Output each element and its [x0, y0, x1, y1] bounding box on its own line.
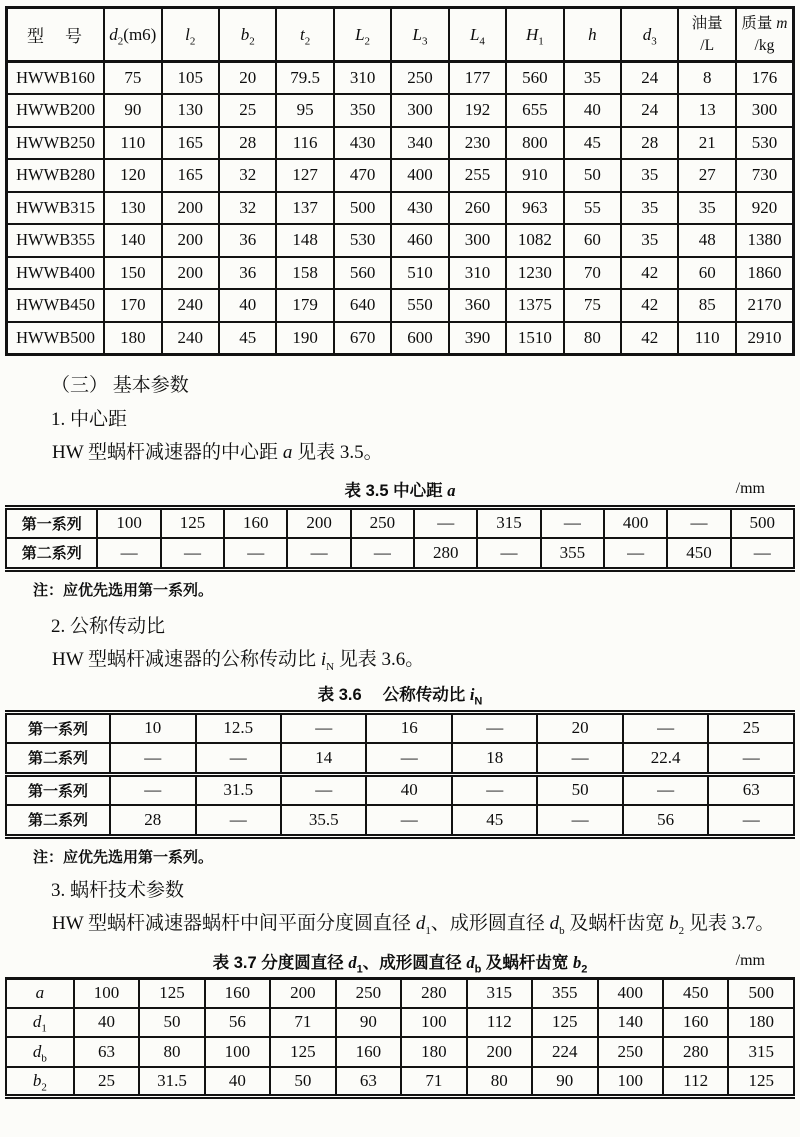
- table-cell: 31.5: [196, 774, 281, 805]
- table-cell: 45: [219, 322, 276, 355]
- table-cell: 63: [708, 774, 794, 805]
- table-cell: 310: [449, 257, 506, 290]
- table-row: [7, 94, 794, 127]
- row-label: 第二系列: [6, 743, 110, 774]
- table-cell: 400: [391, 159, 448, 192]
- row-label: HWWB315: [7, 192, 105, 225]
- table-cell: 2910: [736, 322, 794, 355]
- table-cell: —: [97, 538, 160, 569]
- table-cell: 24: [621, 62, 678, 95]
- table-cell: 63: [336, 1067, 401, 1097]
- column-header: 质量 m /kg: [736, 8, 794, 62]
- table-cell: 130: [162, 94, 219, 127]
- table-cell: —: [161, 538, 224, 569]
- table-cell: 28: [219, 127, 276, 160]
- row-label: 第一系列: [6, 507, 97, 538]
- table-cell: 90: [104, 94, 161, 127]
- table37-unit: /mm: [735, 951, 765, 969]
- table-cell: 50: [270, 1067, 335, 1097]
- table-cell: 16: [366, 712, 451, 743]
- table-cell: 150: [104, 257, 161, 290]
- table-cell: 1510: [506, 322, 563, 355]
- item1-heading: 1. 中心距: [51, 408, 128, 430]
- table-cell: 230: [449, 127, 506, 160]
- table-cell: 300: [449, 224, 506, 257]
- table-cell: 165: [162, 159, 219, 192]
- table-cell: 79.5: [276, 62, 333, 95]
- table-cell: —: [414, 507, 477, 538]
- table-cell: —: [537, 805, 622, 836]
- table-cell: 55: [564, 192, 621, 225]
- table-cell: 655: [506, 94, 563, 127]
- table-cell: —: [196, 805, 281, 836]
- table-cell: 1082: [506, 224, 563, 257]
- table-cell: 112: [663, 1067, 728, 1097]
- table-cell: 40: [205, 1067, 270, 1097]
- table-cell: 137: [276, 192, 333, 225]
- table-cell: 40: [219, 289, 276, 322]
- table-cell: —: [110, 743, 195, 774]
- table35-caption: 表 3.5 中心距 a: [344, 480, 456, 500]
- table-row: [6, 507, 794, 538]
- table-cell: 125: [161, 507, 224, 538]
- table-cell: 530: [334, 224, 391, 257]
- row-label: HWWB400: [7, 257, 105, 290]
- table-row: [6, 538, 794, 569]
- table-cell: 71: [401, 1067, 466, 1097]
- table-cell: 240: [162, 322, 219, 355]
- table-cell: 80: [139, 1037, 204, 1067]
- row-label: 第一系列: [6, 774, 110, 805]
- table-cell: 100: [74, 978, 139, 1008]
- table-cell: —: [667, 507, 730, 538]
- table-cell: 70: [564, 257, 621, 290]
- reducer-dimensions-table: [5, 6, 795, 356]
- table-cell: 42: [621, 322, 678, 355]
- table-cell: 12.5: [196, 712, 281, 743]
- table-cell: —: [281, 774, 366, 805]
- table-cell: 85: [678, 289, 735, 322]
- table-row: [6, 1067, 794, 1097]
- column-header: $d_3$: [621, 8, 678, 62]
- table-cell: 8: [678, 62, 735, 95]
- table-cell: 255: [449, 159, 506, 192]
- table-cell: —: [541, 507, 604, 538]
- table-cell: 550: [391, 289, 448, 322]
- table-cell: 75: [564, 289, 621, 322]
- table-cell: 18: [452, 743, 537, 774]
- table-cell: 430: [334, 127, 391, 160]
- table-cell: 48: [678, 224, 735, 257]
- row-label: HWWB355: [7, 224, 105, 257]
- column-header: 型 号: [7, 8, 105, 62]
- table-cell: —: [708, 805, 794, 836]
- table-row: [7, 322, 794, 355]
- row-label: a: [6, 978, 74, 1008]
- table-cell: 24: [621, 94, 678, 127]
- table35-note: 注：应优先选用第一系列。: [33, 581, 214, 599]
- table-cell: 27: [678, 159, 735, 192]
- table-row: [7, 159, 794, 192]
- table-cell: 280: [401, 978, 466, 1008]
- table-cell: 125: [532, 1008, 597, 1038]
- table-cell: —: [224, 538, 287, 569]
- table-cell: 130: [104, 192, 161, 225]
- table-row: [6, 743, 794, 774]
- table-body: [7, 62, 794, 355]
- table-cell: 280: [663, 1037, 728, 1067]
- table-cell: 35: [678, 192, 735, 225]
- table-cell: 315: [477, 507, 540, 538]
- table-cell: 250: [598, 1037, 663, 1067]
- table-cell: 125: [728, 1067, 794, 1097]
- table-cell: 50: [537, 774, 622, 805]
- column-header: $t_2$: [276, 8, 333, 62]
- item1-paragraph: HW 型蜗杆减速器的中心距 a 见表 3.5。: [52, 441, 383, 463]
- table-cell: 20: [219, 62, 276, 95]
- table-cell: 2170: [736, 289, 794, 322]
- table-cell: 180: [104, 322, 161, 355]
- table-cell: —: [452, 774, 537, 805]
- column-header: $L_2$: [334, 8, 391, 62]
- table-cell: 200: [270, 978, 335, 1008]
- table-cell: 120: [104, 159, 161, 192]
- table-cell: 460: [391, 224, 448, 257]
- worm-parameters-table: [5, 977, 795, 1099]
- table-cell: 310: [334, 62, 391, 95]
- row-label: HWWB450: [7, 289, 105, 322]
- table-cell: 105: [162, 62, 219, 95]
- table35-caption-row: [5, 479, 795, 503]
- table-cell: 240: [162, 289, 219, 322]
- table-cell: 177: [449, 62, 506, 95]
- table-cell: 190: [276, 322, 333, 355]
- table-cell: 260: [449, 192, 506, 225]
- table-row: [7, 62, 794, 95]
- table-cell: 500: [334, 192, 391, 225]
- table-cell: 176: [736, 62, 794, 95]
- table-cell: 160: [224, 507, 287, 538]
- table-cell: —: [196, 743, 281, 774]
- table-cell: 112: [467, 1008, 532, 1038]
- table-cell: 179: [276, 289, 333, 322]
- row-label: 第二系列: [6, 805, 110, 836]
- table-cell: 280: [414, 538, 477, 569]
- table-cell: 71: [270, 1008, 335, 1038]
- table-cell: 56: [623, 805, 708, 836]
- column-header: h: [564, 8, 621, 62]
- table-cell: —: [623, 774, 708, 805]
- table-cell: 75: [104, 62, 161, 95]
- table-cell: 160: [336, 1037, 401, 1067]
- table-cell: 116: [276, 127, 333, 160]
- table-body: [6, 978, 794, 1096]
- table36-note: 注：应优先选用第一系列。: [33, 848, 214, 866]
- table-cell: 200: [162, 224, 219, 257]
- table-cell: —: [110, 774, 195, 805]
- table-row: [6, 1008, 794, 1038]
- table-cell: 560: [506, 62, 563, 95]
- table-cell: 32: [219, 159, 276, 192]
- table-cell: —: [731, 538, 794, 569]
- table-cell: 920: [736, 192, 794, 225]
- table-cell: 90: [532, 1067, 597, 1097]
- row-label: HWWB250: [7, 127, 105, 160]
- table35-unit: /mm: [735, 479, 765, 497]
- table-cell: 140: [598, 1008, 663, 1038]
- table-cell: 125: [139, 978, 204, 1008]
- header-row: [7, 8, 794, 62]
- table-cell: 250: [391, 62, 448, 95]
- table-cell: —: [452, 712, 537, 743]
- table-cell: 95: [276, 94, 333, 127]
- table36-caption: 表 3.6 公称传动比 $i_N$: [317, 684, 483, 707]
- table-cell: 200: [287, 507, 350, 538]
- table-cell: 160: [663, 1008, 728, 1038]
- table-cell: 170: [104, 289, 161, 322]
- table-cell: 450: [663, 978, 728, 1008]
- table-cell: 80: [564, 322, 621, 355]
- row-label: HWWB200: [7, 94, 105, 127]
- item3-paragraph: HW 型蜗杆减速器蜗杆中间平面分度圆直径 $d_1$、成形圆直径 $d_b$ 及蜗杆齿宽 $b_2$ 见表 3.7。: [52, 912, 775, 937]
- table-cell: 13: [678, 94, 735, 127]
- row-label: 第一系列: [6, 712, 110, 743]
- column-header: $l_2$: [162, 8, 219, 62]
- table-cell: 80: [467, 1067, 532, 1097]
- table-cell: 45: [564, 127, 621, 160]
- table-cell: 390: [449, 322, 506, 355]
- column-header: $H_1$: [506, 8, 563, 62]
- transmission-ratio-table: [5, 710, 795, 839]
- table-cell: 530: [736, 127, 794, 160]
- table-row: [6, 774, 794, 805]
- table-cell: 224: [532, 1037, 597, 1067]
- table-cell: 10: [110, 712, 195, 743]
- table-row: [6, 805, 794, 836]
- table-cell: 430: [391, 192, 448, 225]
- table-cell: 360: [449, 289, 506, 322]
- table-cell: 510: [391, 257, 448, 290]
- table-cell: 500: [728, 978, 794, 1008]
- table-cell: 250: [351, 507, 414, 538]
- table-cell: 355: [541, 538, 604, 569]
- table-cell: 110: [104, 127, 161, 160]
- table-cell: 21: [678, 127, 735, 160]
- table-row: [6, 712, 794, 743]
- table-cell: 730: [736, 159, 794, 192]
- table-row: [7, 127, 794, 160]
- table-cell: 20: [537, 712, 622, 743]
- table-cell: 400: [598, 978, 663, 1008]
- table-cell: 42: [621, 289, 678, 322]
- table-cell: 42: [621, 257, 678, 290]
- column-header: $L_4$: [449, 8, 506, 62]
- table-cell: 800: [506, 127, 563, 160]
- table-cell: —: [281, 712, 366, 743]
- table-cell: 28: [110, 805, 195, 836]
- table-cell: 300: [736, 94, 794, 127]
- table-cell: 315: [467, 978, 532, 1008]
- table-cell: —: [604, 538, 667, 569]
- table-cell: 45: [452, 805, 537, 836]
- table-cell: —: [708, 743, 794, 774]
- table-cell: 192: [449, 94, 506, 127]
- table-cell: 25: [708, 712, 794, 743]
- table-body: [6, 712, 794, 836]
- table-cell: 470: [334, 159, 391, 192]
- table-cell: 180: [728, 1008, 794, 1038]
- table-cell: 158: [276, 257, 333, 290]
- table-cell: 640: [334, 289, 391, 322]
- item3-heading: 3. 蜗杆技术参数: [51, 879, 185, 901]
- table-cell: 35: [621, 224, 678, 257]
- table-row: [7, 289, 794, 322]
- column-header: 油量 /L: [678, 8, 735, 62]
- center-distance-table: [5, 505, 795, 572]
- table37-caption: 表 3.7 分度圆直径 $d_1$、成形圆直径 $d_b$ 及蜗杆齿宽 $b_2$: [212, 952, 588, 975]
- table-cell: 450: [667, 538, 730, 569]
- table-cell: 910: [506, 159, 563, 192]
- table-cell: 1380: [736, 224, 794, 257]
- row-label: $b_2$: [6, 1067, 74, 1097]
- row-label: $d_b$: [6, 1037, 74, 1067]
- table-cell: 670: [334, 322, 391, 355]
- table37-caption-row: [5, 951, 795, 975]
- table-cell: 60: [564, 224, 621, 257]
- column-header: $d_2(m6)$: [104, 8, 161, 62]
- table-cell: 40: [366, 774, 451, 805]
- section-heading: （三） 基本参数: [51, 374, 189, 396]
- table-cell: 50: [139, 1008, 204, 1038]
- table-cell: 35: [621, 159, 678, 192]
- table-cell: 963: [506, 192, 563, 225]
- table-cell: 148: [276, 224, 333, 257]
- table-cell: 400: [604, 507, 667, 538]
- table-cell: 25: [219, 94, 276, 127]
- table-cell: 110: [678, 322, 735, 355]
- table-cell: —: [537, 743, 622, 774]
- table-cell: 125: [270, 1037, 335, 1067]
- table-cell: 200: [162, 257, 219, 290]
- table-cell: 100: [97, 507, 160, 538]
- row-label: HWWB160: [7, 62, 105, 95]
- table-cell: 32: [219, 192, 276, 225]
- table-cell: 56: [205, 1008, 270, 1038]
- table-cell: 1375: [506, 289, 563, 322]
- table-cell: 50: [564, 159, 621, 192]
- row-label: HWWB500: [7, 322, 105, 355]
- table-cell: 315: [728, 1037, 794, 1067]
- table-cell: 200: [162, 192, 219, 225]
- table-cell: 140: [104, 224, 161, 257]
- table-cell: 600: [391, 322, 448, 355]
- table-body: [6, 507, 794, 569]
- table-cell: —: [477, 538, 540, 569]
- table-cell: 250: [336, 978, 401, 1008]
- row-label: $d_1$: [6, 1008, 74, 1038]
- column-header: $b_2$: [219, 8, 276, 62]
- table-cell: 100: [598, 1067, 663, 1097]
- table-cell: 180: [401, 1037, 466, 1067]
- table-cell: 35: [564, 62, 621, 95]
- item2-heading: 2. 公称传动比: [51, 615, 166, 637]
- table-cell: 35.5: [281, 805, 366, 836]
- table-cell: 200: [467, 1037, 532, 1067]
- table-header: [7, 8, 794, 62]
- table-cell: 40: [74, 1008, 139, 1038]
- table-row: [7, 192, 794, 225]
- table36-caption-row: [5, 683, 795, 707]
- row-label: HWWB280: [7, 159, 105, 192]
- table-cell: —: [287, 538, 350, 569]
- table-row: [6, 978, 794, 1008]
- table-cell: 165: [162, 127, 219, 160]
- table-cell: 100: [401, 1008, 466, 1038]
- table-cell: 25: [74, 1067, 139, 1097]
- table-cell: 14: [281, 743, 366, 774]
- table-row: [7, 224, 794, 257]
- table-cell: 31.5: [139, 1067, 204, 1097]
- table-cell: 60: [678, 257, 735, 290]
- table-cell: 36: [219, 257, 276, 290]
- table-cell: 1860: [736, 257, 794, 290]
- table-cell: 1230: [506, 257, 563, 290]
- table-cell: 36: [219, 224, 276, 257]
- table-cell: 340: [391, 127, 448, 160]
- table-cell: 40: [564, 94, 621, 127]
- table-cell: 350: [334, 94, 391, 127]
- table-cell: 127: [276, 159, 333, 192]
- table-cell: —: [351, 538, 414, 569]
- table-cell: 500: [731, 507, 794, 538]
- table-row: [7, 257, 794, 290]
- table-cell: —: [366, 805, 451, 836]
- table-cell: 300: [391, 94, 448, 127]
- table-cell: 22.4: [623, 743, 708, 774]
- table-cell: 90: [336, 1008, 401, 1038]
- table-cell: —: [366, 743, 451, 774]
- table-cell: 560: [334, 257, 391, 290]
- table-cell: 100: [205, 1037, 270, 1067]
- item2-paragraph: HW 型蜗杆减速器的公称传动比 $i_N$ 见表 3.6。: [52, 648, 425, 673]
- table-cell: 160: [205, 978, 270, 1008]
- table-cell: 355: [532, 978, 597, 1008]
- table-cell: 63: [74, 1037, 139, 1067]
- table-cell: —: [623, 712, 708, 743]
- table-cell: 35: [621, 192, 678, 225]
- column-header: $L_3$: [391, 8, 448, 62]
- table-row: [6, 1037, 794, 1067]
- row-label: 第二系列: [6, 538, 97, 569]
- table-cell: 28: [621, 127, 678, 160]
